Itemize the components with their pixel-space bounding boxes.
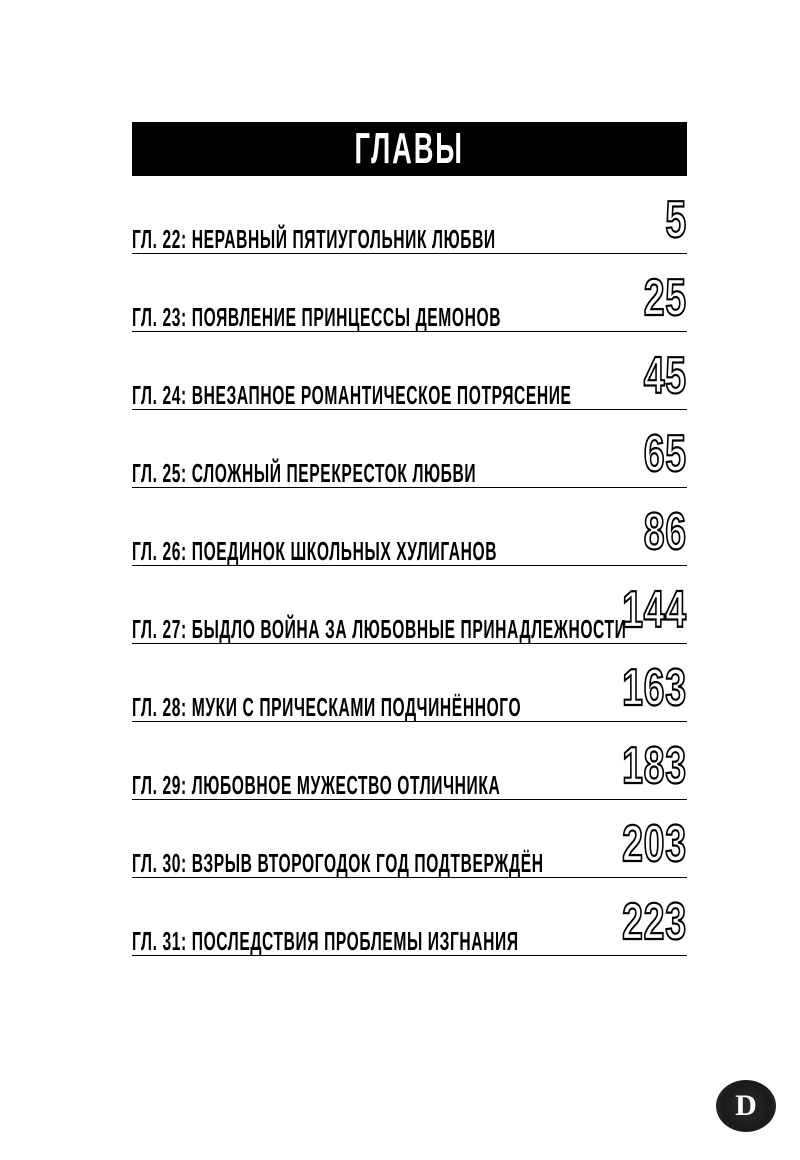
toc-entry[interactable] xyxy=(132,191,687,254)
chapter-page-number: 5 xyxy=(665,191,687,249)
chapter-page-number: 65 xyxy=(643,425,687,483)
chapter-page-number: 203 xyxy=(622,815,687,873)
chapter-title[interactable]: ГЛ. 23: ПОЯВЛЕНИЕ ПРИНЦЕССЫ ДЕМОНОВ xyxy=(132,302,502,332)
divider xyxy=(132,643,687,644)
chapter-page-number: 86 xyxy=(643,503,687,561)
chapter-page-number: 223 xyxy=(622,893,687,951)
toc-entry[interactable] xyxy=(132,347,687,410)
chapter-title[interactable]: ГЛ. 31: ПОСЛЕДСТВИЯ ПРОБЛЕМЫ ИЗГНАНИЯ xyxy=(132,926,519,956)
chapter-title[interactable]: ГЛ. 28: МУКИ С ПРИЧЕСКАМИ ПОДЧИНЁННОГО xyxy=(132,692,522,722)
divider xyxy=(132,955,687,956)
divider xyxy=(132,409,687,410)
toc-entry[interactable] xyxy=(132,737,687,800)
chapter-title[interactable]: ГЛ. 27: БЫДЛО ВОЙНА ЗА ЛЮБОВНЫЕ ПРИНАДЛЕЖНОСТИ xyxy=(132,614,627,644)
page-title: ГЛАВЫ xyxy=(354,124,465,173)
divider xyxy=(132,487,687,488)
chapter-page-number: 144 xyxy=(622,581,687,639)
divider xyxy=(132,565,687,566)
toc-entry[interactable] xyxy=(132,581,687,644)
logo-glyph: D xyxy=(735,1089,757,1122)
toc-entry[interactable] xyxy=(132,815,687,878)
chapter-title[interactable]: ГЛ. 30: ВЗРЫВ ВТОРОГОДОК ГОД ПОДТВЕРЖДЁН xyxy=(132,848,544,878)
divider xyxy=(132,253,687,254)
divider xyxy=(132,877,687,878)
chapter-title[interactable]: ГЛ. 24: ВНЕЗАПНОЕ РОМАНТИЧЕСКОЕ ПОТРЯСЕНИЕ xyxy=(132,380,572,410)
toc-entry[interactable] xyxy=(132,659,687,722)
toc-entry[interactable] xyxy=(132,503,687,566)
divider xyxy=(132,721,687,722)
chapter-page-number: 163 xyxy=(622,659,687,717)
toc-title-bar xyxy=(132,122,687,176)
chapter-title[interactable]: ГЛ. 22: НЕРАВНЫЙ ПЯТИУГОЛЬНИК ЛЮБВИ xyxy=(132,224,496,254)
chapter-title[interactable]: ГЛ. 25: СЛОЖНЫЙ ПЕРЕКРЕСТОК ЛЮБВИ xyxy=(132,458,477,488)
chapter-title[interactable]: ГЛ. 29: ЛЮБОВНОЕ МУЖЕСТВО ОТЛИЧНИКА xyxy=(132,770,501,800)
toc-entry[interactable] xyxy=(132,893,687,956)
toc-entry[interactable] xyxy=(132,269,687,332)
chapter-page-number: 183 xyxy=(622,737,687,795)
table-of-contents xyxy=(132,191,687,976)
chapter-title[interactable]: ГЛ. 26: ПОЕДИНОК ШКОЛЬНЫХ ХУЛИГАНОВ xyxy=(132,536,498,566)
divider xyxy=(132,799,687,800)
toc-entry[interactable] xyxy=(132,425,687,488)
publisher-logo-icon xyxy=(716,1080,776,1132)
chapter-page-number: 25 xyxy=(643,269,687,327)
divider xyxy=(132,331,687,332)
chapter-page-number: 45 xyxy=(643,347,687,405)
